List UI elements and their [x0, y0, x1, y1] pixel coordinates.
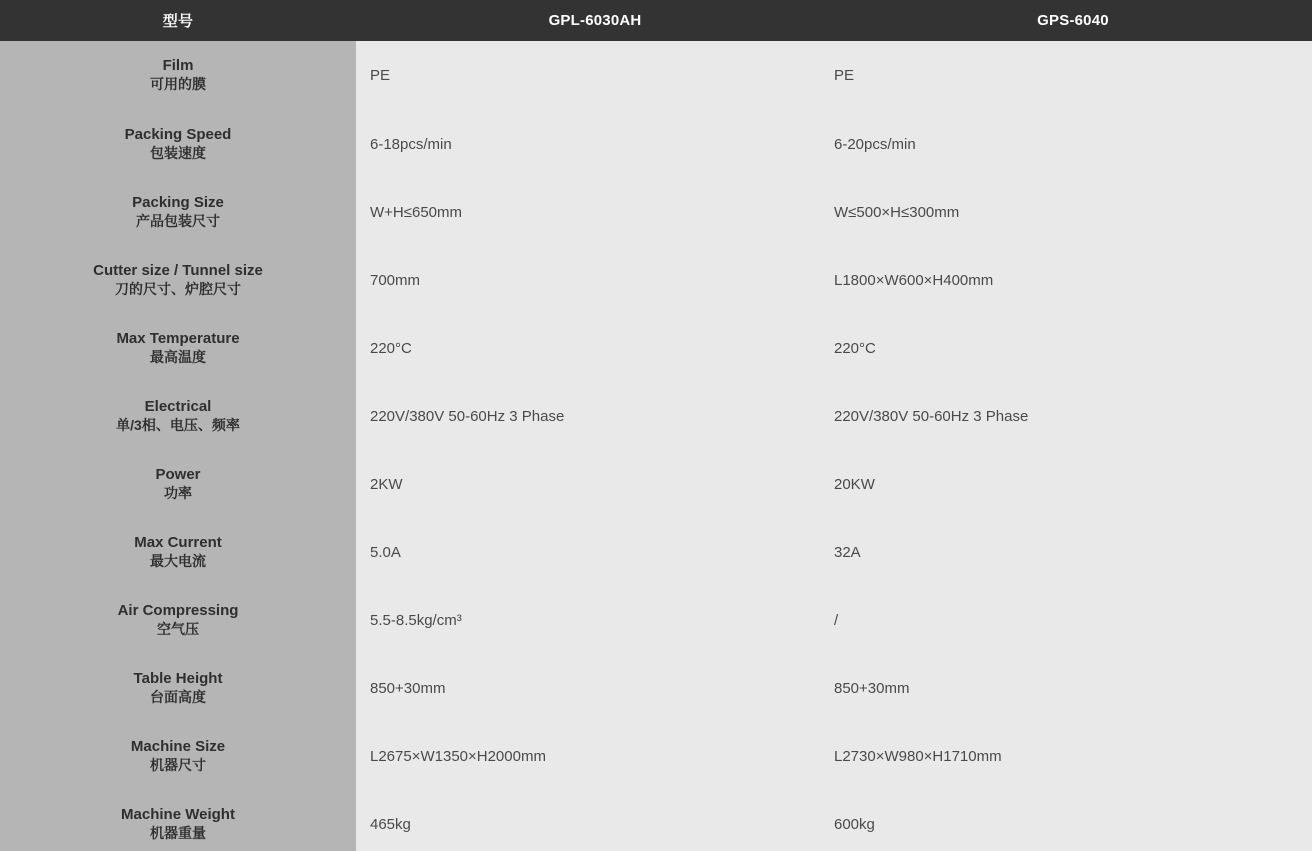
row-label	[0, 178, 356, 246]
table-row	[0, 314, 1312, 382]
row-value-2: 220°C	[834, 314, 1312, 382]
row-value-2: L2730×W980×H1710mm	[834, 722, 1312, 790]
row-label-zh: 机器尺寸	[150, 756, 206, 773]
row-value-2: /	[834, 586, 1312, 654]
row-label-zh: 单/3相、电压、频率	[116, 416, 240, 433]
table-row	[0, 518, 1312, 586]
row-value-2: W≤500×H≤300mm	[834, 178, 1312, 246]
row-value-2: PE	[834, 41, 1312, 110]
table-row	[0, 654, 1312, 722]
table-header	[0, 0, 1312, 41]
row-label-zh: 功率	[164, 484, 192, 501]
row-value-1: 5.0A	[356, 518, 834, 586]
row-value-1: W+H≤650mm	[356, 178, 834, 246]
row-value-1: 220°C	[356, 314, 834, 382]
header-column-2: GPS-6040	[834, 0, 1312, 41]
row-label-en: Machine Weight	[121, 805, 235, 823]
row-label-en: Max Current	[134, 533, 222, 551]
table-body	[0, 41, 1312, 851]
row-value-1: 220V/380V 50-60Hz 3 Phase	[356, 382, 834, 450]
table-row	[0, 450, 1312, 518]
row-label	[0, 722, 356, 790]
table-row	[0, 246, 1312, 314]
row-label-en: Max Temperature	[116, 329, 240, 347]
row-label	[0, 110, 356, 178]
row-value-1: 700mm	[356, 246, 834, 314]
row-value-2: 850+30mm	[834, 654, 1312, 722]
row-label	[0, 246, 356, 314]
row-label	[0, 654, 356, 722]
row-label-zh: 刀的尺寸、炉腔尺寸	[115, 280, 241, 297]
row-value-1: 465kg	[356, 790, 834, 851]
row-label-en: Air Compressing	[117, 601, 239, 619]
row-label-zh: 最高温度	[150, 348, 206, 365]
table-row	[0, 790, 1312, 851]
row-label-en: Cutter size / Tunnel size	[93, 261, 263, 279]
row-label-zh: 机器重量	[150, 824, 206, 841]
row-value-2: 600kg	[834, 790, 1312, 851]
row-value-1: 2KW	[356, 450, 834, 518]
row-label-zh: 空气压	[157, 620, 199, 637]
row-label	[0, 450, 356, 518]
table-row	[0, 722, 1312, 790]
table-header-row	[0, 0, 1312, 41]
row-value-2: 32A	[834, 518, 1312, 586]
table-row	[0, 41, 1312, 110]
row-value-1: PE	[356, 41, 834, 110]
row-label-en: Machine Size	[130, 737, 226, 755]
row-label	[0, 382, 356, 450]
row-value-2: 20KW	[834, 450, 1312, 518]
row-label	[0, 41, 356, 110]
row-value-2: 6-20pcs/min	[834, 110, 1312, 178]
row-label-zh: 产品包装尺寸	[136, 212, 220, 229]
table-row	[0, 382, 1312, 450]
row-label-en: Electrical	[144, 397, 212, 415]
header-column-1: GPL-6030AH	[356, 0, 834, 41]
table-row	[0, 586, 1312, 654]
row-value-1: 6-18pcs/min	[356, 110, 834, 178]
row-value-1: 5.5-8.5kg/cm³	[356, 586, 834, 654]
row-value-2: 220V/380V 50-60Hz 3 Phase	[834, 382, 1312, 450]
row-label-en: Packing Speed	[124, 125, 232, 143]
row-label-en: Table Height	[133, 669, 223, 687]
row-value-1: 850+30mm	[356, 654, 834, 722]
table-row	[0, 110, 1312, 178]
row-label	[0, 314, 356, 382]
row-label-zh: 可用的膜	[150, 76, 206, 93]
row-label-zh: 包装速度	[150, 144, 206, 161]
header-model-label: 型号	[0, 0, 356, 41]
row-value-2: L1800×W600×H400mm	[834, 246, 1312, 314]
row-label-zh: 最大电流	[150, 552, 206, 569]
row-label-en: Packing Size	[132, 193, 224, 211]
table-row	[0, 178, 1312, 246]
row-label	[0, 518, 356, 586]
row-label-en: Power	[155, 465, 201, 483]
row-label	[0, 586, 356, 654]
row-value-1: L2675×W1350×H2000mm	[356, 722, 834, 790]
row-label-en: Film	[162, 57, 194, 75]
row-label-zh: 台面高度	[150, 688, 206, 705]
row-label	[0, 790, 356, 851]
